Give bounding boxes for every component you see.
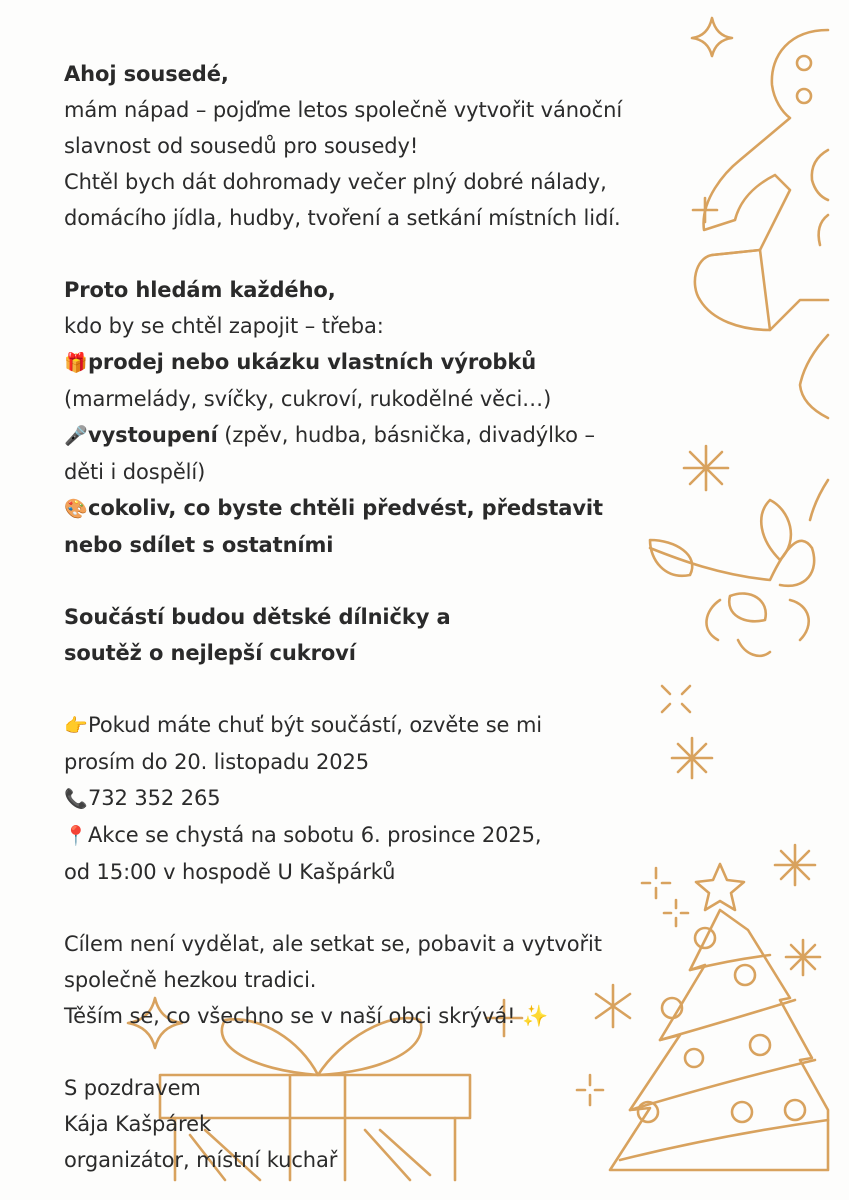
event-line: Akce se chystá na sobotu 6. prosince 2025, [88,823,542,847]
list-item-detail: nebo sdílet s ostatními [64,533,334,557]
list-item: 🎨cokoliv, co byste chtěli předvést, představit [64,490,754,527]
invitation-text [64,56,754,1178]
list-item-detail: (marmelády, svíčky, cukroví, rukodělné věci…) [64,387,552,411]
microphone-icon: 🎤 [64,425,88,447]
pointing-hand-icon: 👉 [64,715,88,737]
greeting-line: Chtěl bych dát dohromady večer plný dobré nálady, [64,170,607,194]
contact-line: Pokud máte chuť být součástí, ozvěte se mi [88,713,543,737]
phone-icon: 📞 [64,788,88,810]
list-item-detail: děti i dospělí) [64,460,206,484]
signature-role: organizátor, místní kuchař [64,1148,338,1172]
event-line: od 15:00 v hospodě U Kašpárků [64,860,396,884]
workshops-line: soutěž o nejlepší cukroví [64,641,356,665]
closing-line: společně hezkou tradici. [64,968,317,992]
greeting-line: domácího jídla, hudby, tvoření a setkání místních lidí. [64,206,621,230]
list-item: 🎁prodej nebo ukázku vlastních výrobků [64,344,754,381]
call-title: Proto hledám každého, [64,278,336,302]
contact-line: prosím do 20. listopadu 2025 [64,750,370,774]
palette-icon: 🎨 [64,498,88,520]
button-icon [797,56,811,70]
sparkles-icon: ✨ [522,1004,549,1028]
pin-icon: 📍 [64,825,88,847]
signature-greeting: S pozdravem [64,1076,201,1100]
signature-name: Kája Kašpárek [64,1112,212,1136]
phone-number[interactable]: 732 352 265 [88,786,221,810]
closing-line: Cílem není vydělat, ale setkat se, pobavit a vytvořit [64,932,602,956]
sparkle-icon [692,18,732,56]
greeting-line: mám nápad – pojďme letos společně vytvořit vánoční [64,98,623,122]
workshops-line: Součástí budou dětské dílničky a [64,605,451,629]
call-intro: kdo by se chtěl zapojit – třeba: [64,314,384,338]
greeting-title: Ahoj sousedé, [64,62,229,86]
greeting-line: slavnost od sousedů pro sousedy! [64,134,419,158]
gift-icon: 🎁 [64,352,88,374]
list-item: 🎤vystoupení (zpěv, hudba, básnička, divadýlko – [64,417,754,454]
closing-line: Těším se, co všechno se v naší obci skrývá! [64,1004,516,1028]
